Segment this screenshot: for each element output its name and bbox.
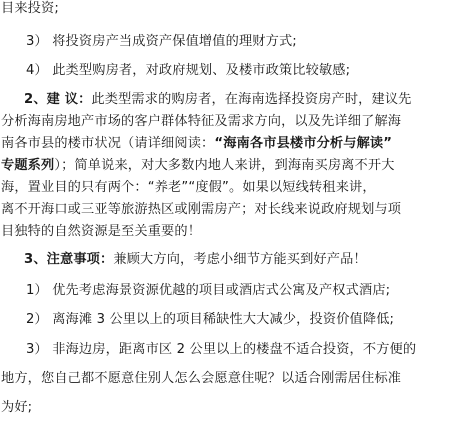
list-item xyxy=(26,33,297,51)
list-item-text: 2） 离海滩 3 公里以上的项目稀缺性大大减少，投资价值降低; xyxy=(26,312,395,327)
list-item xyxy=(26,62,350,80)
list-item xyxy=(26,341,416,359)
line-text: 此类型需求的购房者，在海南选择投资房产时，建议先 xyxy=(91,92,412,107)
text-line xyxy=(1,201,401,219)
section-heading-line xyxy=(24,251,367,269)
section-label: 2、建 议： xyxy=(24,92,92,107)
line-text: 地方，您自己都不愿意住别人怎么会愿意住呢？以适合刚需居住标准 xyxy=(1,371,402,386)
text-line xyxy=(1,135,392,153)
line-text: 目独特的自然资源是至关重要的！ xyxy=(1,224,202,239)
text-line xyxy=(1,399,32,417)
text-line xyxy=(1,0,59,18)
list-item xyxy=(26,282,390,300)
list-item-text: 4） 此类型购房者，对政府规划、及楼市政策比较敏感; xyxy=(26,63,351,78)
line-text: 南各市县的楼市状况（请详细阅读： xyxy=(1,136,215,151)
section-label: 3、注意事项： xyxy=(24,252,114,267)
emphasized-title: 专题系列 xyxy=(1,158,55,173)
section-heading-line xyxy=(24,91,412,109)
line-text: 离不开海口或三亚等旅游热区或刚需房产；对长线来说政府规划与项 xyxy=(1,202,402,217)
list-item xyxy=(26,311,394,329)
emphasized-title: “海南各市县楼市分析与解读” xyxy=(214,136,393,151)
list-item-text: 3） 将投资房产当成资产保值增值的理财方式; xyxy=(26,34,297,49)
text-line xyxy=(1,113,401,131)
line-text: ）；简单说来，对大多数内地人来讲，到海南买房离不开大 xyxy=(54,158,395,173)
list-item-text: 3） 非海边房，距离市区 2 公里以上的楼盘不适合投资，不方便的 xyxy=(26,342,417,357)
text-line xyxy=(1,370,401,388)
text-line xyxy=(1,179,376,197)
text-line xyxy=(1,223,201,241)
line-text: 为好; xyxy=(1,400,33,415)
line-text: 海，置业目的只有两个：“养老”“度假”。如果以短线转租来讲， xyxy=(1,180,376,195)
text-line xyxy=(1,157,395,175)
list-item-text: 1） 优先考虑海景资源优越的项目或酒店式公寓及产权式酒店; xyxy=(26,283,391,298)
line-text: 分析海南房地产市场的客户群体特征及需求方向，以及先详细了解海 xyxy=(1,114,402,129)
line-text: 目来投资; xyxy=(1,1,59,16)
line-text: 兼顾大方向，考虑小细节方能买到好产品！ xyxy=(113,252,367,267)
